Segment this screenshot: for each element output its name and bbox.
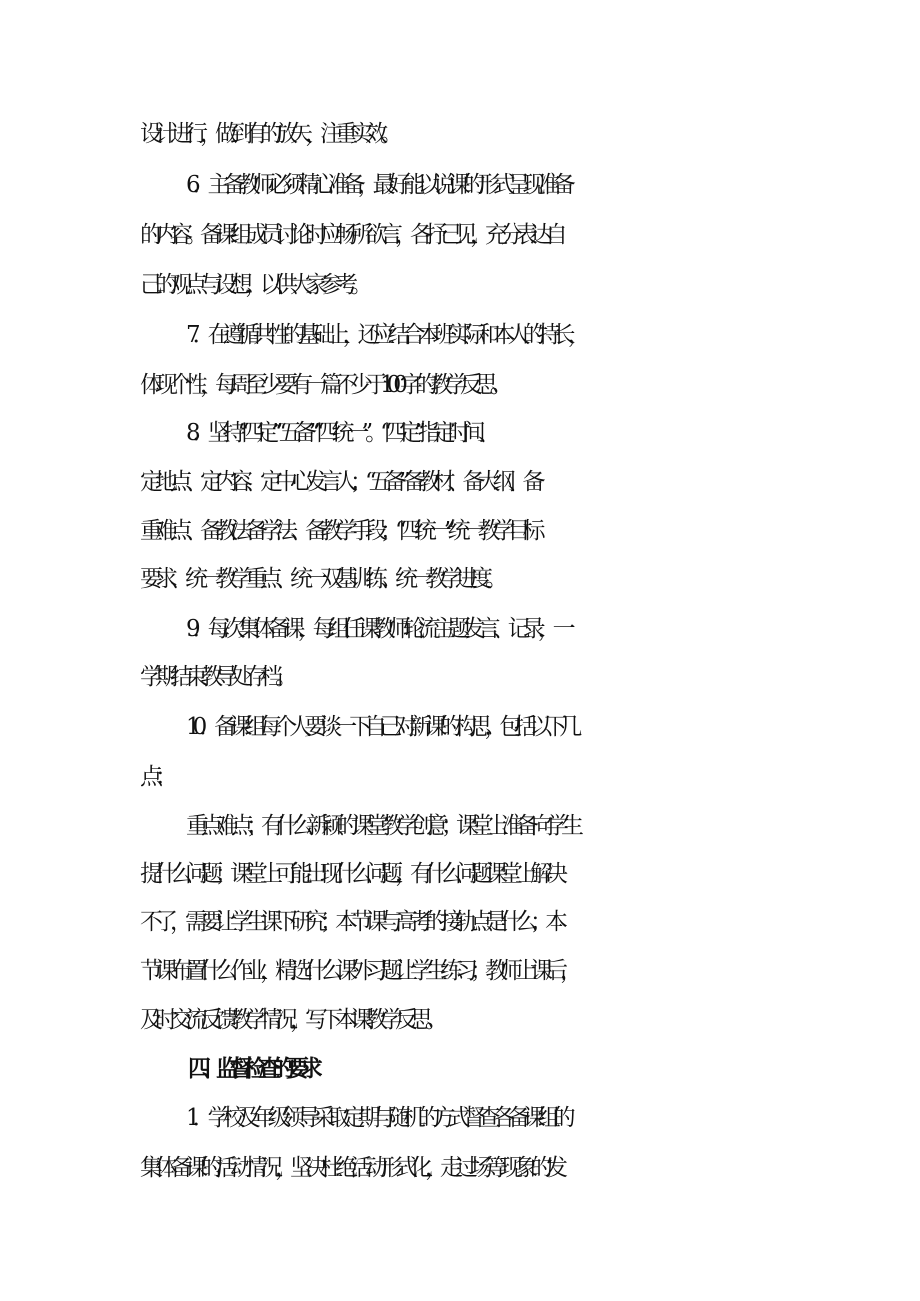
text-line-6: 体现个性，每周至少要有一篇不少于100字的教学反思。 (140, 372, 505, 398)
text-line-4: 己的观点与设想，以供大家参考。 (140, 272, 365, 298)
text-line-3: 的内容。备课组成员讨论时应畅所欲言，各抒己见，充分表达自 (140, 222, 560, 248)
text-line-14: 点： (140, 764, 170, 790)
text-line-21: 1．学校及年级领导采取定期与随机的方式督查各备课组的 (186, 1105, 568, 1131)
section-heading: 四、监督检查的要求 (188, 1056, 314, 1082)
text-line-1: 设计进行，做到有的放矢，注重实效。 (140, 121, 395, 147)
text-line-7: 8．坚持“四定”“五备”“四统一”。“四定”指定时间、 (186, 420, 493, 446)
text-line-2: 6．主备教师必须精心准备，最好能以说课的形式呈现准备 (186, 172, 568, 198)
text-line-10: 要求、统一教学重点、统一双基训练、统一教学进度。 (140, 566, 500, 592)
text-line-5: 7．在遵循共性的基础上，还应结合本班实际和本人的特长， (186, 322, 583, 348)
text-line-17: 不了，需要让学生课下研究；本节课与高考的接轨点是什么；本 (140, 909, 560, 935)
text-line-9: 重难点、备教法备学法、备教学手段；“四统一”统一教学目标 (140, 518, 538, 544)
text-line-11: 9．每次集体备课，每组任课教师轮流主题发言、记录，一 (186, 616, 568, 642)
text-line-22: 集体备课的活动情况，坚决杜绝活动形式化，走过场等现象的发 (140, 1155, 560, 1181)
text-line-18: 节课布置什么作业，精选什么课外习题让学生练习；教师上课后， (140, 958, 575, 984)
text-line-15: 重点难点；有什么新颖的课堂教学创意；课堂上准备向学生 (186, 813, 576, 839)
text-line-19: 及时交流反馈教学情况，写下本课教学反思。 (140, 1007, 440, 1033)
text-line-16: 提什么问题；课堂上可能出现什么问题，有什么问题课堂上解决 (140, 861, 560, 887)
text-line-8: 定地点、定内容、定中心发言人；“五备”备教材、备大纲、备 (140, 469, 538, 495)
text-line-13: 10．备课组每个人要谈一下自己对新课的构思，包括以下几 (186, 714, 575, 740)
text-line-12: 学期结束教导处存档。 (140, 664, 290, 690)
